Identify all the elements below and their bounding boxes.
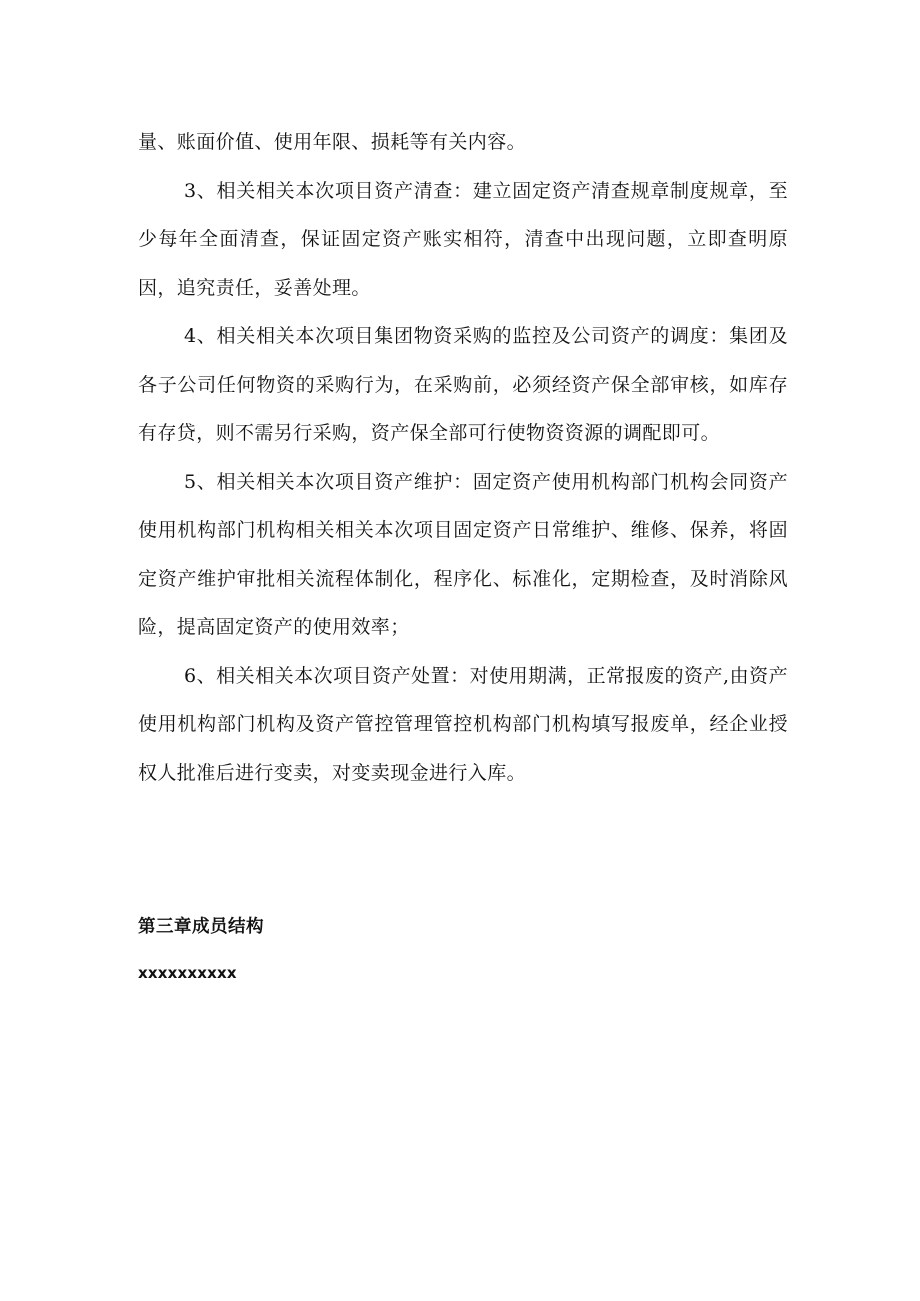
chapter-heading: 第三章成员结构 xyxy=(138,917,264,937)
paragraph-procurement-monitoring: 4、相关相关本次项目集团物资采购的监控及公司资产的调度：集团及各子公司任何物资的采购行为，在采购前，必须经资产保全部审核，如库存有存贷，则不需另行采购，资产保全部可行使物资资源的调配即可。 xyxy=(138,325,788,444)
paragraph-asset-inventory: 3、相关相关本次项目资产清查：建立固定资产清查规章制度规章，至少每年全面清查，保证固定资产账实相符，清查中出现问题，立即查明原因，追究责任，妥善处理。 xyxy=(138,179,788,299)
placeholder-text: xxxxxxxxxx xyxy=(138,964,237,982)
paragraph-asset-maintenance: 5、相关相关本次项目资产维护：固定资产使用机构部门机构会同资产使用机构部门机构相关相关本次项目固定资产日常维护、维修、保养，将固定资产维护审批相关流程体制化，程序化、标准化，定期检查，及时消除风险，提高固定资产的使用效率； xyxy=(138,470,788,638)
paragraph-asset-disposal: 6、相关相关本次项目资产处置：对使用期满，正常报废的资产,由资产使用机构部门机构及资产管控管理管控机构部门机构填写报废单，经企业授权人批准后进行变卖，对变卖现金进行入库。 xyxy=(138,664,788,784)
paragraph-continuation: 量、账面价值、使用年限、损耗等有关内容。 xyxy=(138,131,527,153)
document-page xyxy=(138,118,788,984)
